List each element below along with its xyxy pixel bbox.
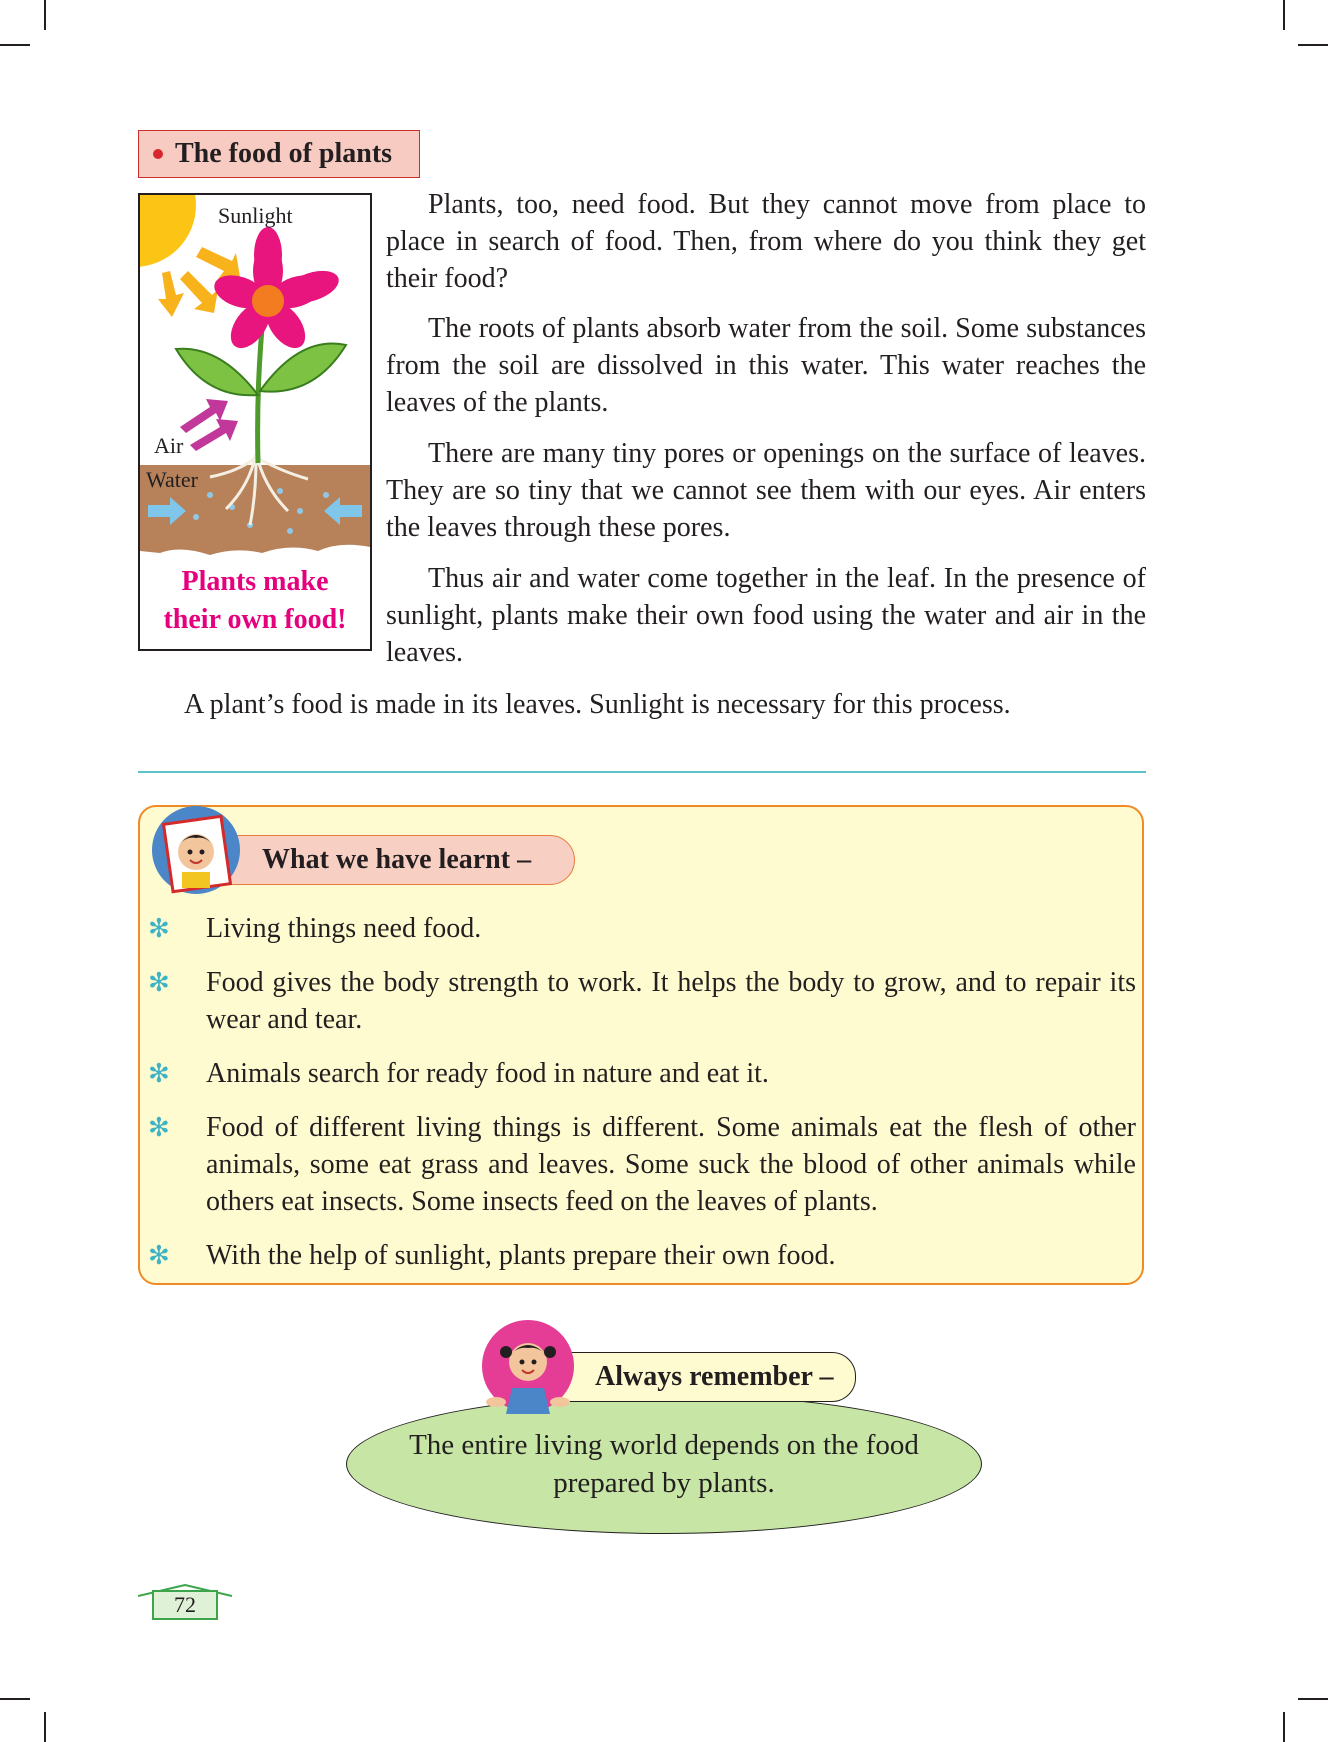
plant-figure xyxy=(138,193,372,651)
list-item: ✻ Food of different living things is different. Some animals eat the flesh of other animals, some eat grass and leaves. Some suck the blood of other animals while others eat insects. Some insects feed on the leaves of plants. xyxy=(148,1109,1136,1220)
bullet-star-icon: ✻ xyxy=(148,1059,170,1088)
summary-line: A plant’s food is made in its leaves. Sunlight is necessary for this process. xyxy=(184,689,1011,720)
bullet-dot-icon xyxy=(153,149,163,159)
page-number: 72 xyxy=(152,1590,218,1620)
sun-icon xyxy=(140,195,196,267)
girl-avatar-icon xyxy=(476,1318,580,1416)
sunlight-label: Sunlight xyxy=(218,203,293,228)
crop-mark xyxy=(1298,1698,1328,1700)
crop-mark xyxy=(44,1712,46,1742)
paragraph: Thus air and water come together in the leaf. In the presence of sunlight, plants make their own food using the water and air in the leaves. xyxy=(386,563,1146,668)
divider xyxy=(138,771,1146,773)
crop-mark xyxy=(1298,44,1328,46)
caption-line: Plants make xyxy=(181,566,329,597)
figure-caption xyxy=(140,563,370,639)
section-title: The food of plants xyxy=(175,138,393,169)
list-item: ✻ Animals search for ready food in nature and eat it. xyxy=(148,1055,1136,1092)
list-item: ✻ Food gives the body strength to work. It helps the body to grow, and to repair its wear and tear. xyxy=(148,964,1136,1038)
remember-ellipse xyxy=(346,1394,982,1534)
learnt-heading: What we have learnt – xyxy=(205,835,575,885)
remember-text: The entire living world depends on the food prepared by plants. xyxy=(409,1429,919,1499)
paragraph: There are many tiny pores or openings on the surface of leaves. They are so tiny that we cannot see them with our eyes. Air enters the leaves through these pores. xyxy=(386,438,1146,543)
air-arrows-icon xyxy=(180,399,238,451)
section-heading xyxy=(138,130,420,178)
paragraph: Plants, too, need food. But they cannot move from place to place in search of food. Then, from where do you think they get their food? xyxy=(386,189,1146,294)
crop-mark xyxy=(1283,1712,1285,1742)
bullet-star-icon: ✻ xyxy=(148,968,170,997)
caption-line: their own food! xyxy=(163,604,347,635)
paragraph: The roots of plants absorb water from the soil. Some substances from the soil are dissolved in this water. This water reaches the leaves of the plants. xyxy=(386,313,1146,418)
boy-avatar-icon xyxy=(146,806,250,902)
list-item: ✻ Living things need food. xyxy=(148,910,1136,947)
crop-mark xyxy=(0,44,30,46)
air-label: Air xyxy=(154,433,184,458)
crop-mark xyxy=(0,1698,30,1700)
water-label: Water xyxy=(146,467,198,492)
crop-mark xyxy=(1283,0,1285,30)
list-item: ✻ With the help of sunlight, plants prepare their own food. xyxy=(148,1237,1136,1274)
learnt-list xyxy=(148,910,1136,1291)
bullet-star-icon: ✻ xyxy=(148,914,170,943)
remember-heading: Always remember – xyxy=(558,1352,856,1402)
crop-mark xyxy=(44,0,46,30)
bullet-star-icon: ✻ xyxy=(148,1241,170,1270)
bullet-star-icon: ✻ xyxy=(148,1113,170,1142)
